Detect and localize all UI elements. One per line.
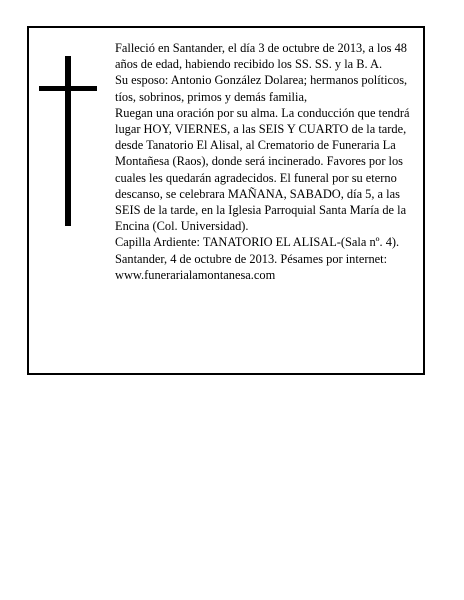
obituary-death-paragraph: Falleció en Santander, el día 3 de octubre de 2013, a los 48 años de edad, habiendo recibido los SS. SS. y la B. A. (115, 41, 407, 72)
latin-cross-icon (39, 56, 99, 226)
cross-vertical-bar (65, 56, 71, 226)
obituary-family-paragraph: Su esposo: Antonio González Dolarea; hermanos políticos, tíos, sobrinos, primos y demás familia, (115, 73, 408, 104)
obituary-notice-frame (27, 26, 425, 375)
cross-horizontal-bar (39, 86, 97, 91)
obituary-service-paragraph: Ruegan una oración por su alma. La conducción que tendrá lugar HOY, VIERNES, a las SEIS Y CUARTO de la tarde, desde Tanatorio El Alisal, al Crematorio de Funeraria La Montañesa (Raos), donde será incinerado. Favores por los cuales les quedarán agradecidos. El funeral por su eterno descanso, se celebrara MAÑANA, SABADO, día 5, a las SEIS de la tarde, en la Iglesia Parroquial Santa María de la Encina (Col. Universidad). (115, 105, 410, 234)
obituary-chapel-paragraph: Capilla Ardiente: TANATORIO EL ALISAL-(Sala nº. 4). (115, 235, 400, 250)
obituary-footer-paragraph: Santander, 4 de octubre de 2013. Pésames por internet: www.funerarialamontanesa.com (115, 251, 388, 282)
obituary-text-block (115, 40, 417, 283)
